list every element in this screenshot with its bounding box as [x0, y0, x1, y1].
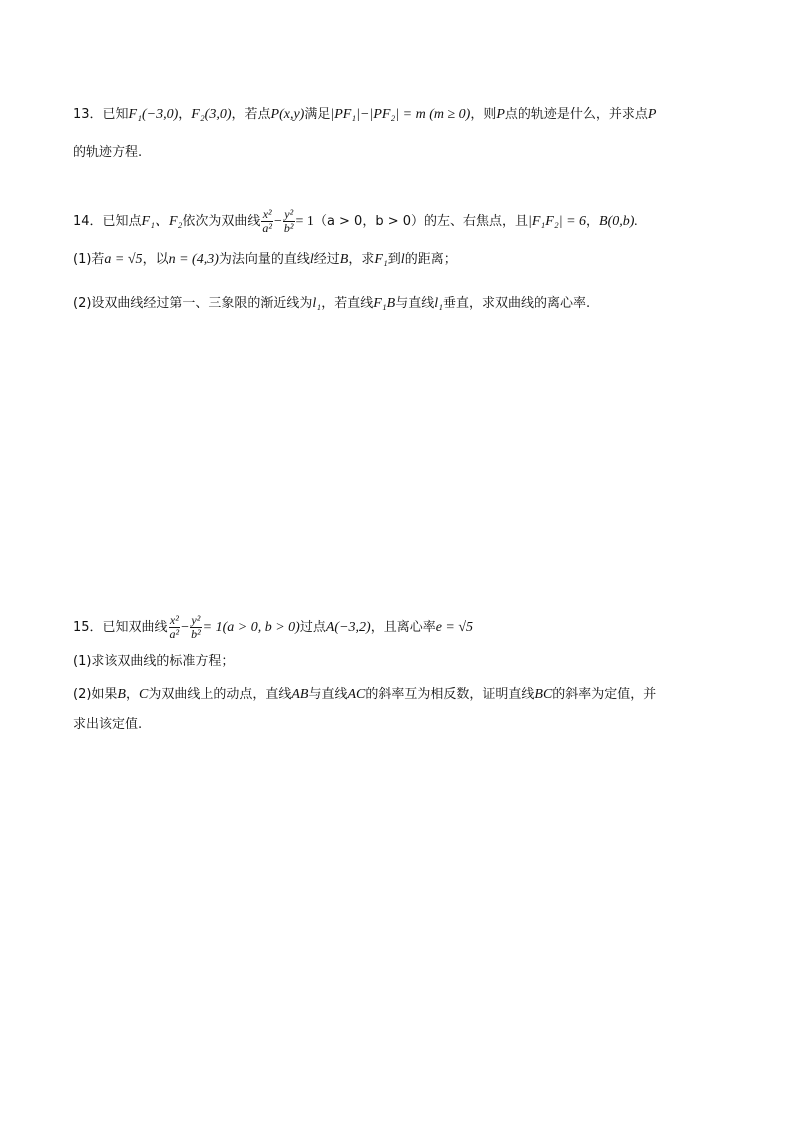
problem-13-line-1 [73, 105, 656, 125]
p13-p2: P [647, 107, 657, 122]
p14-1-b: B [339, 252, 349, 267]
p15-2-sep: ， [125, 687, 139, 702]
p14-minus: − [274, 214, 282, 229]
p15-2-b: B [117, 687, 126, 702]
p13-mid2: 满足 [304, 107, 331, 122]
p14-1-f1: F₁ [374, 252, 388, 267]
p14-1-mid5: 到 [387, 252, 401, 267]
p15-mid: 过点 [299, 620, 326, 635]
p14-frac-x [261, 208, 273, 235]
p14-2-mid: ，若直线 [321, 296, 374, 311]
p14-point-b: B(0,b). [599, 214, 638, 229]
p15-prefix: 15．已知双曲线 [73, 620, 168, 635]
p13-sep1: ， [178, 107, 192, 122]
p13-line2: 的轨迹方程. [73, 145, 143, 160]
p15-2-c: C [139, 687, 149, 702]
p15-eq: = 1(a > 0, b > 0) [202, 620, 300, 635]
problem-15-part-2-line-2 [73, 715, 142, 735]
p15-frac-y [190, 614, 202, 641]
p14-dist: |F₁F₂| = 6 [528, 214, 587, 229]
p15-2-prefix: (2)如果 [73, 687, 118, 702]
p14-mid2: 的左、右焦点，且 [424, 214, 529, 229]
p15-minus: − [181, 620, 190, 635]
problem-14-part-2 [73, 294, 590, 314]
p15-2-mid2: 与直线 [308, 687, 348, 702]
p13-f2: F₂(3,0) [191, 107, 232, 122]
p14-2-suffix: 垂直，求双曲线的离心率. [442, 296, 591, 311]
p14-2-prefix: (2)设双曲线经过第一、三象限的渐近线为 [73, 296, 313, 311]
p13-mid: ，若点 [231, 107, 271, 122]
p14-frac-y-den: b² [283, 221, 294, 235]
p15-frac-y-den: b² [191, 627, 201, 641]
p13-point: P(x,y) [270, 107, 305, 122]
problem-14-line-1 [73, 208, 638, 235]
p15-2-line2: 求出该定值. [73, 717, 143, 732]
p14-1-mid4: ，求 [348, 252, 375, 267]
p14-1-a: a = √5 [104, 252, 143, 267]
p14-1-l2: l [400, 252, 405, 267]
p14-frac-x-num: x² [262, 207, 272, 221]
p13-p: P [496, 107, 505, 122]
problem-15-part-1 [73, 652, 234, 672]
p14-2-l1b: l₁ [434, 296, 443, 311]
p14-eq: = 1 [295, 214, 314, 229]
p15-2-mid: 为双曲线上的动点，直线 [148, 687, 292, 702]
p14-frac-y [283, 208, 295, 235]
p15-frac-y-num: y² [191, 613, 201, 627]
p14-1-mid2: 为法向量的直线 [218, 252, 310, 267]
p14-mid: 依次为双曲线 [182, 214, 261, 229]
p14-2-f1b: F₁B [373, 296, 396, 311]
p14-1-n: n = (4,3) [168, 252, 219, 267]
p14-foci: F₁、F₂ [141, 214, 183, 229]
p14-1-mid3: 经过 [313, 252, 340, 267]
p15-2-ac: AC [347, 687, 366, 702]
p15-mid2: ，且离心率 [370, 620, 436, 635]
p13-mid3: ，则 [470, 107, 497, 122]
p14-paren: （a > 0，b > 0） [313, 214, 425, 229]
p15-2-ab: AB [291, 687, 309, 702]
p15-eccentricity: e = √5 [435, 620, 474, 635]
p14-prefix: 14．已知点 [73, 214, 142, 229]
p14-1-suffix: 的距离； [404, 252, 457, 267]
p14-frac-y-num: y² [284, 207, 294, 221]
p15-1-text: (1)求该双曲线的标准方程； [73, 654, 235, 669]
p15-2-bc: BC [534, 687, 553, 702]
problem-14-part-1 [73, 250, 457, 270]
p15-frac-x [169, 614, 181, 641]
p15-frac-x-num: x² [169, 613, 179, 627]
p15-2-mid3: 的斜率互为相反数，证明直线 [365, 687, 535, 702]
p15-point-a: A(−3,2) [325, 620, 371, 635]
p13-mid4: 点的轨迹是什么，并求点 [504, 107, 648, 122]
p14-frac-x-den: a² [262, 221, 273, 235]
p15-frac-x-den: a² [169, 627, 180, 641]
problem-15-line-1 [73, 614, 473, 641]
problem-15-part-2 [73, 685, 656, 705]
p13-f1: F₁(−3,0) [128, 107, 179, 122]
p14-1-l: l [309, 252, 314, 267]
problem-13-line-2 [73, 143, 142, 163]
p13-condition: |PF₁|−|PF₂| = m (m ≥ 0) [330, 107, 471, 122]
p14-2-mid2: 与直线 [395, 296, 435, 311]
p13-prefix: 13．已知 [73, 107, 129, 122]
p14-1-mid: ，以 [142, 252, 169, 267]
p14-2-l1: l₁ [312, 296, 322, 311]
p14-1-prefix: (1)若 [73, 252, 105, 267]
p15-2-suffix: 的斜率为定值，并 [552, 687, 657, 702]
p14-sep: ， [586, 214, 600, 229]
